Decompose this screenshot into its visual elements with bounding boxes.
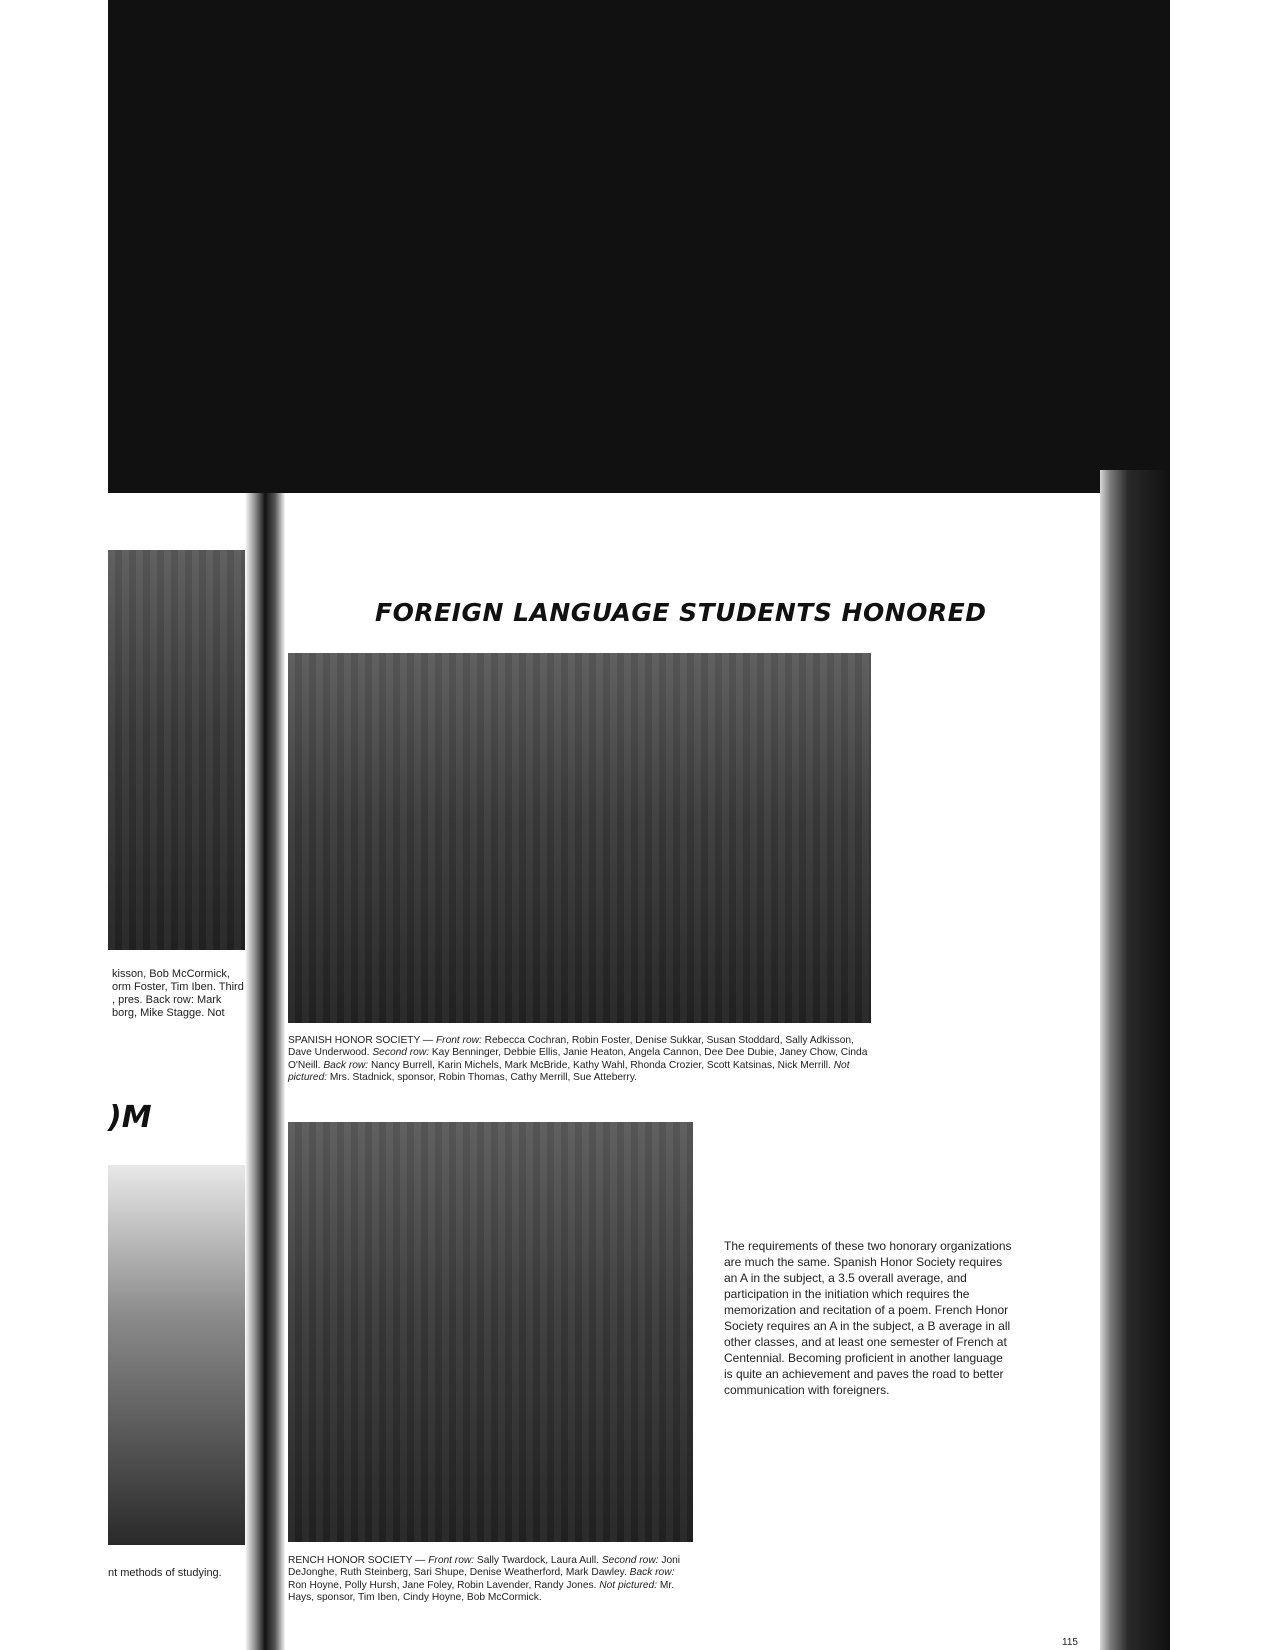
page-edge <box>1100 470 1170 1650</box>
spanish-honor-society-photo <box>288 653 871 1023</box>
body-paragraph: The requirements of these two honorary organizations are much the same. Spanish Honor Society requires an A in the subject, a 3.5 overall average, and participation in the initiation which requires the memorization and recitation of a poem. French Honor Society requires an A in the subject, a B average in all other classes, and at least one semester of French at Centennial. Becoming proficient in another language is quite an achievement and paves the road to better communication with foreigners. <box>724 1239 1012 1397</box>
left-page-heading: )M <box>108 1100 152 1135</box>
left-page-bottom-text: nt methods of studying. <box>108 1567 222 1579</box>
page-number: 115 <box>1062 1637 1078 1648</box>
caption-row-label: Not pictured: <box>288 1059 850 1084</box>
caption-row-label: Back row: <box>323 1059 369 1071</box>
left-page-caption <box>112 968 262 1020</box>
caption-names: Mr. Hays, sponsor, Tim Iben, Cindy Hoyne, Bob McCormick. <box>288 1579 675 1604</box>
spanish-caption <box>288 1035 873 1085</box>
caption-names: Joni DeJonghe, Ruth Steinberg, Sari Shupe, Denise Weatherford, Mark Dawley. <box>288 1555 681 1579</box>
caption-names: Ron Hoyne, Polly Hursh, Jane Foley, Robin Lavender, Randy Jones. <box>288 1579 597 1591</box>
caption-row-label: Second row: <box>601 1555 659 1566</box>
caption-names: Sally Twardock, Laura Aull. <box>476 1555 600 1566</box>
caption-row-label: Not pictured: <box>599 1579 658 1591</box>
caption-row-label: Second row: <box>372 1047 430 1059</box>
left-page-photo-bottom <box>108 1165 253 1545</box>
caption-names: Mrs. Stadnick, sponsor, Robin Thomas, Cathy Merrill, Sue Atteberry. <box>329 1072 637 1084</box>
caption-row-label: Front row: <box>435 1035 482 1046</box>
left-page-photo-top <box>108 550 258 950</box>
left-caption-line: , pres. Back row: Mark <box>112 994 222 1006</box>
caption-row-label: Front row: <box>428 1555 475 1566</box>
page-gutter <box>245 493 285 1650</box>
caption-org-name: RENCH HONOR SOCIETY — <box>288 1555 426 1566</box>
caption-row-label: Back row: <box>629 1567 675 1579</box>
left-caption-line: kisson, Bob McCormick, <box>112 968 230 980</box>
left-caption-line: borg, Mike Stagge. Not <box>112 1007 225 1019</box>
french-caption <box>288 1555 693 1605</box>
blackout-cover <box>108 0 1170 493</box>
caption-names: Kay Benninger, Debbie Ellis, Janie Heaton, Angela Cannon, Dee Dee Dubie, Janey Chow, Cinda O'Neill. <box>288 1047 868 1071</box>
french-honor-society-photo <box>288 1122 693 1542</box>
left-caption-line: orm Foster, Tim Iben. Third <box>112 981 244 993</box>
caption-names: Nancy Burrell, Karin Michels, Mark McBride, Kathy Wahl, Rhonda Crozier, Scott Katsinas, Nick Merrill. <box>370 1059 831 1071</box>
caption-names: Rebecca Cochran, Robin Foster, Denise Sukkar, Susan Stoddard, Sally Adkisson, Dave Underwood. <box>288 1035 854 1059</box>
page-title: FOREIGN LANGUAGE STUDENTS HONORED <box>375 598 987 627</box>
caption-org-name: SPANISH HONOR SOCIETY — <box>288 1035 434 1046</box>
